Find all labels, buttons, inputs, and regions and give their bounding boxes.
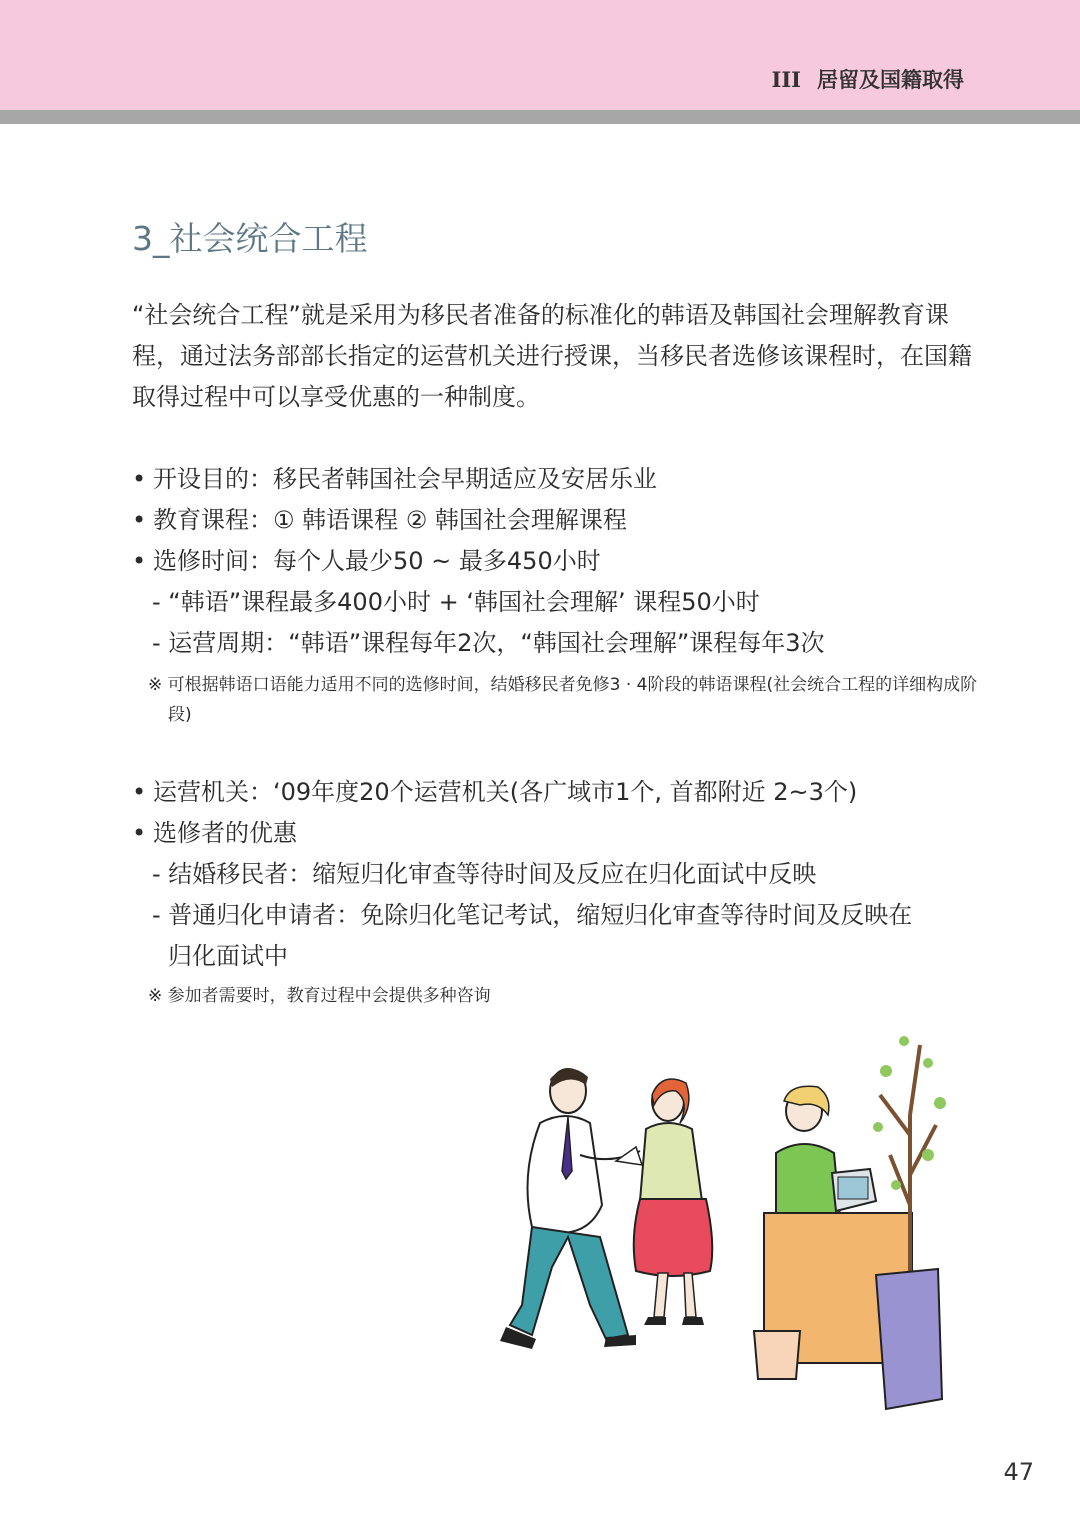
man-figure xyxy=(500,1068,640,1349)
purpose-item: • 开设目的：移民者韩国社会早期适应及安居乐业 xyxy=(132,459,982,500)
counseling-illustration xyxy=(440,1005,960,1425)
program-details xyxy=(132,459,982,730)
hours-subitem-schedule: - 运营周期：“韩语”课程每年2次，“韩国社会理解”课程每年3次 xyxy=(152,629,825,657)
intro-paragraph: “社会统合工程”就是采用为移民者准备的标准化的韩语及韩国社会理解教育课程，通过法务部部长指定的运营机关进行授课，当移民者选修该课程时，在国籍取得过程中可以享受优惠的一种制度。 xyxy=(132,301,972,411)
chapter-title: 居留及国籍取得 xyxy=(817,68,964,92)
benefits-heading: • 选修者的优惠 xyxy=(132,813,982,854)
hours-subitem-max-hours: - “韩语”课程最多400小时 + ‘韩国社会理解’ 课程50小时 xyxy=(152,588,760,616)
page-number: 47 xyxy=(1003,1458,1034,1486)
woman-figure xyxy=(616,1079,712,1325)
chapter-roman-numeral: III xyxy=(771,67,801,92)
section-title: 3_社会统合工程 xyxy=(132,219,368,258)
benefits-note: ※ 参加者需要时，教育过程中会提供多种咨询 xyxy=(148,986,491,1006)
benefit-general-applicants: - 普通归化申请者：免除归化笔记考试，缩短归化审查等待时间及反映在 xyxy=(152,901,913,929)
benefit-general-applicants-cont: 归化面试中 xyxy=(168,942,288,970)
header-rule xyxy=(0,110,1080,124)
chapter-label xyxy=(772,64,964,94)
institutions-item: • 运营机关：‘09年度20个运营机关(各广域市1个, 首都附近 2~3个) xyxy=(132,772,982,813)
hours-item: • 选修时间：每个人最少50 ~ 最多450小时 xyxy=(132,541,982,582)
hours-note: ※ 可根据韩语口语能力适用不同的选修时间，结婚移民者免修3 · 4阶段的韩语课程(社会统合工程的详细构成阶段) xyxy=(148,675,978,725)
courses-item: • 教育课程：① 韩语课程 ② 韩国社会理解课程 xyxy=(132,500,982,541)
benefit-marriage-immigrants: - 结婚移民者：缩短归化审查等待时间及反应在归化面试中反映 xyxy=(152,860,817,888)
program-benefits xyxy=(132,772,982,1011)
